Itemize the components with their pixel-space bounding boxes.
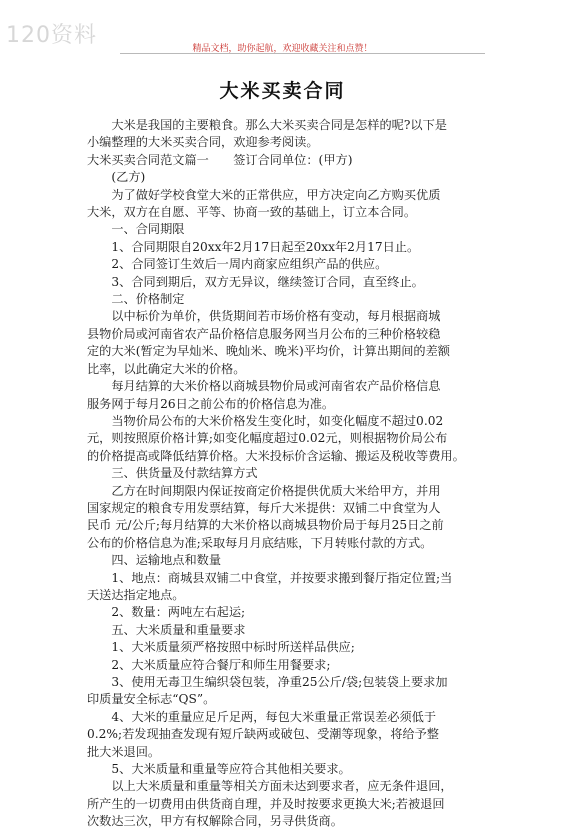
body-line: 3、使用无毒卫生编织袋包装，净重25公斤/袋;包装袋上要求加 xyxy=(87,675,448,689)
body-line: 5、大米质量和重量等应符合其他相关要求。 xyxy=(87,762,351,777)
body-line: 所产生的一切费用由供货商自理，并及时按要求更换大米;若被退回 xyxy=(87,796,445,811)
document-body xyxy=(87,117,487,831)
section-heading: 四、运输地点和数量 xyxy=(87,553,222,568)
body-line: 1、大米质量须严格按照中标时所送样品供应; xyxy=(87,640,355,655)
body-line: 以上大米质量和重量等相关方面未达到要求者，应无条件退回， xyxy=(87,779,453,794)
header-divider xyxy=(120,53,485,54)
body-line: 天送达指定地点。 xyxy=(87,587,185,602)
body-line: 1、地点：商城县双铺二中食堂，并按要求搬到餐厅指定位置;当 xyxy=(87,570,453,585)
body-line: 小编整理的大米买卖合同，欢迎参考阅读。 xyxy=(87,135,319,150)
body-line: 0.2%;若发现抽查发现有短斤缺两或破包、受潮等现象，将给予整 xyxy=(87,727,439,742)
body-line: 国家规定的粮食专用发票结算，每斤大米提供：双铺二中食堂为人 xyxy=(87,500,441,515)
watermark-logo: 120资料 xyxy=(6,23,97,48)
section-heading: 三、供货量及付款结算方式 xyxy=(87,466,258,481)
section-heading: 五、大米质量和重量要求 xyxy=(87,622,246,637)
body-line: 2、数量：两吨左右起运; xyxy=(87,605,246,620)
section-heading: 一、合同期限 xyxy=(87,222,185,237)
document-title: 大米买卖合同 xyxy=(219,80,346,102)
body-line: 乙方在时间期限内保证按商定价格提供优质大米给甲方，并用 xyxy=(87,483,441,498)
body-line: (乙方) xyxy=(87,170,146,185)
body-line: 每月结算的大米价格以商城县物价局或河南省农产品价格信息 xyxy=(87,379,441,394)
body-line: 2、大米质量应符合餐厅和师生用餐要求; xyxy=(87,657,331,672)
body-line: 当物价局公布的大米价格发生变化时，如变化幅度不超过0.02 xyxy=(87,413,444,428)
body-line: 批大米退回。 xyxy=(87,744,161,759)
body-line: 的价格提高或降低结算价格。大米投标价含运输、搬运及税收等费用。 xyxy=(87,448,465,463)
body-line: 4、大米的重量应足斤足两，每包大米重量正常误差必须低于 xyxy=(87,709,437,724)
body-line: 大米是我国的主要粮食。那么大米买卖合同是怎样的呢?以下是 xyxy=(87,118,447,132)
body-line: 次数达三次，甲方有权解除合同，另寻供货商。 xyxy=(87,814,343,829)
body-line: 公布的价格信息为准;采取每月月底结账，下月转账付款的方式。 xyxy=(87,535,433,550)
body-line: 3、合同到期后，双方无异议，继续签订合同，直至终止。 xyxy=(87,274,424,289)
body-line: 为了做好学校食堂大米的正常供应，甲方决定向乙方购买优质 xyxy=(87,187,441,202)
body-line: 1、合同期限自20xx年2月17日起至20xx年2月17日止。 xyxy=(87,239,420,254)
body-line: 大米买卖合同范文篇一 签订合同单位：(甲方) xyxy=(87,152,353,167)
body-line: 大米，双方在自愿、平等、协商一致的基础上，订立本合同。 xyxy=(87,205,417,220)
body-line: 以中标价为单价，供货期间若市场价格有变动，每月根据商城 xyxy=(87,309,441,324)
body-line: 服务网于每月26日之前公布的价格信息为准。 xyxy=(87,396,335,411)
body-line: 比率，以此确定大米的价格。 xyxy=(87,361,246,376)
body-line: 县物价局或河南省农产品价格信息服务网当月公布的三种价格较稳 xyxy=(87,326,441,341)
section-heading: 二、价格制定 xyxy=(87,292,185,307)
body-line: 民币 元/公斤;每月结算的大米价格以商城县物价局于每月25日之前 xyxy=(87,518,444,533)
body-line: 定的大米(暂定为早灿米、晚灿米、晚米)平均价，计算出期间的差额 xyxy=(87,344,450,359)
body-line: 2、合同签订生效后一周内商家应组织产品的供应。 xyxy=(87,257,388,272)
body-line: 印质量安全标志“QS”。 xyxy=(87,692,216,707)
body-line: 元，则按照原价格计算;如变化幅度超过0.02元，则根据物价局公布 xyxy=(87,431,448,446)
header-note: 精品文档，助你起航，欢迎收藏关注和点赞！ xyxy=(192,44,373,54)
